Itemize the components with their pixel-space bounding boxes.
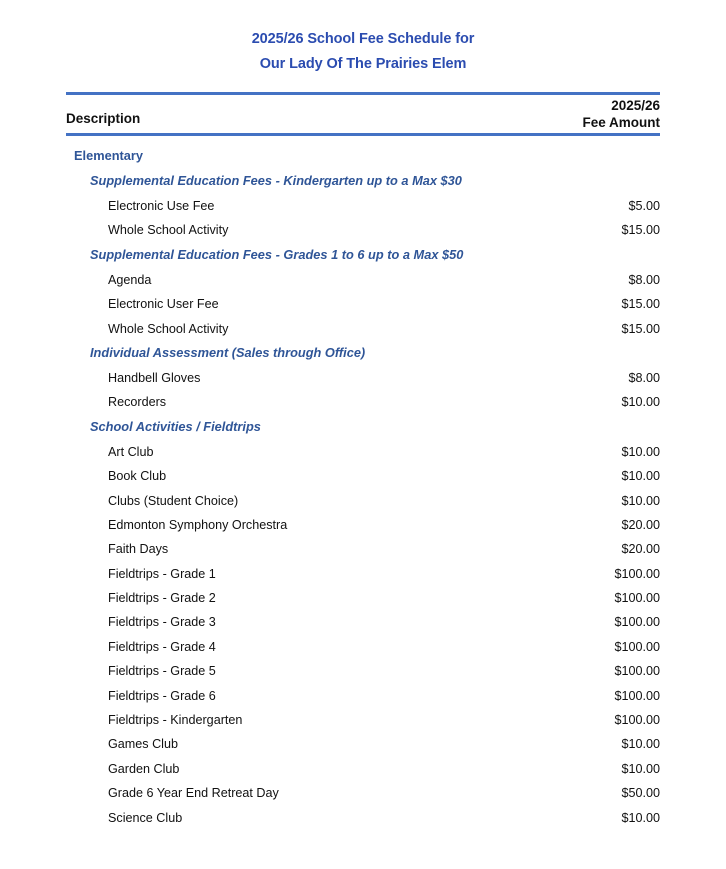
fee-row — [66, 757, 660, 781]
fee-row-amount: $10.00 — [621, 469, 660, 484]
fee-row — [66, 537, 660, 561]
fee-row-amount: $10.00 — [621, 395, 660, 410]
fee-row-description: Garden Club — [108, 761, 180, 776]
fee-section-header-row — [66, 243, 660, 268]
fee-heading-label: Elementary — [74, 148, 143, 163]
fee-heading-label: Individual Assessment (Sales through Office) — [90, 344, 366, 360]
fee-row — [66, 440, 660, 464]
fee-row — [66, 366, 660, 390]
fee-row — [66, 390, 660, 414]
fee-section-header-row — [66, 169, 660, 194]
fee-row-amount: $100.00 — [614, 591, 660, 606]
fee-row — [66, 659, 660, 683]
fee-row-description: Whole School Activity — [108, 223, 229, 238]
fee-row — [66, 610, 660, 634]
fee-heading-label: Supplemental Education Fees - Grades 1 to 6 up to a Max $50 — [90, 246, 464, 262]
fee-row-amount: $100.00 — [614, 713, 660, 728]
fee-row — [66, 684, 660, 708]
fee-row-description: Fieldtrips - Grade 1 — [108, 566, 216, 581]
fee-row-amount: $10.00 — [621, 444, 660, 459]
fee-row-amount: $8.00 — [628, 272, 660, 287]
fee-table — [66, 77, 660, 830]
fee-section-header-row — [66, 415, 660, 440]
fee-row-list — [66, 136, 660, 830]
fee-row-amount: $20.00 — [621, 517, 660, 532]
title-line-1: 2025/26 School Fee Schedule for — [251, 31, 475, 47]
fee-row — [66, 489, 660, 513]
fee-row — [66, 806, 660, 830]
document-title — [0, 0, 726, 77]
fee-row-description: Electronic Use Fee — [108, 199, 215, 213]
fee-row-amount: $15.00 — [621, 321, 660, 336]
fee-row — [66, 513, 660, 537]
fee-row-description: Games Club — [108, 737, 178, 752]
column-header-amount-year: 2025/26 — [611, 98, 660, 113]
fee-row-description: Fieldtrips - Grade 3 — [108, 615, 216, 630]
fee-row-amount: $100.00 — [614, 615, 660, 630]
fee-row-amount: $10.00 — [621, 737, 660, 752]
fee-row-amount: $8.00 — [628, 370, 660, 385]
fee-row-amount: $100.00 — [614, 688, 660, 703]
fee-group-header-row — [66, 144, 660, 169]
fee-row-amount: $15.00 — [621, 297, 660, 312]
fee-row-description: Recorders — [108, 395, 167, 410]
fee-row-description: Electronic User Fee — [108, 297, 219, 312]
fee-row — [66, 317, 660, 341]
fee-heading-label: Supplemental Education Fees - Kindergarten up to a Max $30 — [90, 173, 462, 188]
fee-row-amount: $10.00 — [621, 493, 660, 508]
fee-row — [66, 464, 660, 488]
fee-row-description: Fieldtrips - Kindergarten — [108, 713, 243, 728]
title-line-2: Our Lady Of The Prairies Elem — [259, 56, 467, 72]
fee-row — [66, 635, 660, 659]
column-header-amount-label: Fee Amount — [582, 115, 660, 130]
fee-row-description: Fieldtrips - Grade 2 — [108, 591, 216, 606]
fee-row — [66, 562, 660, 586]
fee-row — [66, 708, 660, 732]
fee-row-amount: $10.00 — [621, 810, 660, 825]
fee-row — [66, 268, 660, 292]
fee-row-description: Fieldtrips - Grade 5 — [108, 664, 216, 679]
fee-row-description: Whole School Activity — [108, 321, 229, 336]
fee-row-description: Science Club — [108, 810, 183, 825]
fee-row-description: Grade 6 Year End Retreat Day — [108, 786, 279, 801]
fee-row-description: Handbell Gloves — [108, 370, 201, 385]
fee-row-description: Edmonton Symphony Orchestra — [108, 517, 288, 532]
table-column-headers — [66, 95, 660, 133]
column-header-description: Description — [66, 111, 141, 126]
fee-row-amount: $10.00 — [621, 761, 660, 776]
fee-row-amount: $100.00 — [614, 664, 660, 679]
fee-row — [66, 732, 660, 756]
fee-row-description: Fieldtrips - Grade 4 — [108, 639, 216, 654]
fee-row-amount: $20.00 — [621, 542, 660, 557]
fee-row-amount: $15.00 — [621, 223, 660, 238]
fee-row-description: Fieldtrips - Grade 6 — [108, 688, 216, 703]
fee-row — [66, 292, 660, 316]
fee-row-amount: $100.00 — [614, 566, 660, 581]
fee-row-description: Faith Days — [108, 542, 169, 557]
fee-row-amount: $100.00 — [614, 639, 660, 654]
fee-row-amount: $5.00 — [628, 199, 660, 213]
column-header-amount — [583, 97, 661, 133]
fee-row — [66, 194, 660, 218]
fee-row-description: Clubs (Student Choice) — [108, 493, 239, 508]
fee-row — [66, 218, 660, 242]
fee-row — [66, 781, 660, 805]
fee-row — [66, 586, 660, 610]
fee-section-header-row — [66, 341, 660, 366]
fee-heading-label: School Activities / Fieldtrips — [90, 418, 261, 434]
fee-row-description: Agenda — [108, 272, 152, 287]
fee-row-description: Art Club — [108, 444, 154, 459]
fee-row-amount: $50.00 — [621, 786, 660, 801]
fee-row-description: Book Club — [108, 469, 167, 484]
